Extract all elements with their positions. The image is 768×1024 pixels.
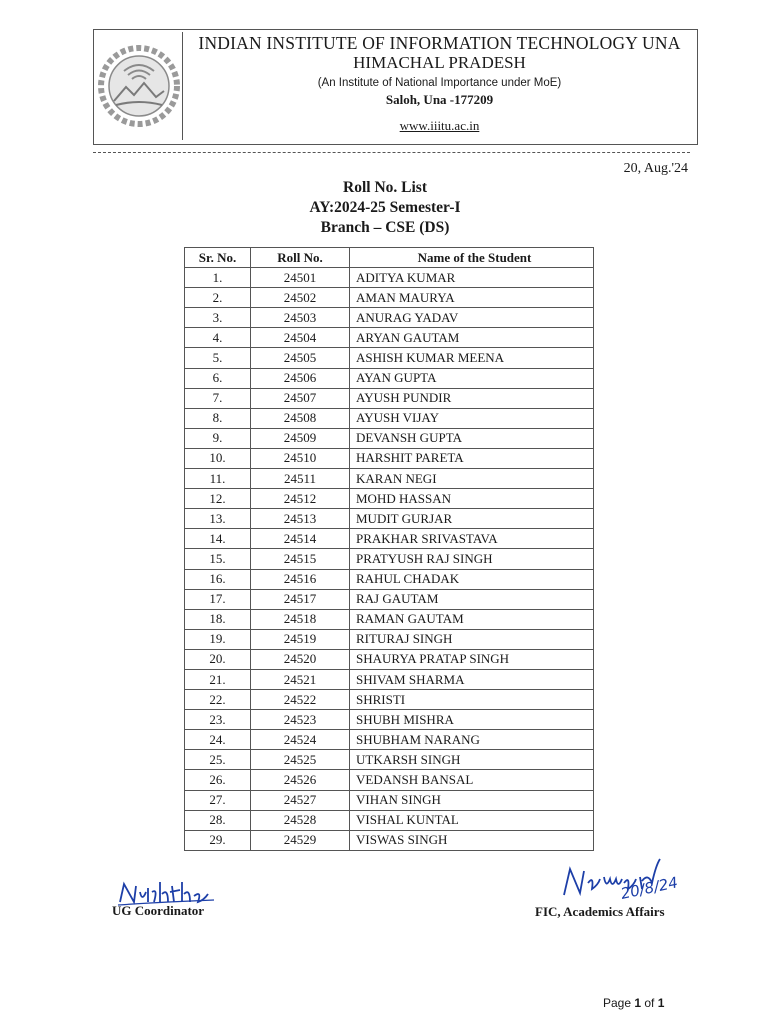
cell-student-name: VIHAN SINGH	[350, 790, 594, 810]
cell-student-name: AMAN MAURYA	[350, 288, 594, 308]
cell-sr-no: 14.	[185, 529, 251, 549]
cell-student-name: ASHISH KUMAR MEENA	[350, 348, 594, 368]
cell-student-name: SHUBHAM NARANG	[350, 730, 594, 750]
table-row	[185, 830, 594, 850]
cell-student-name: VISWAS SINGH	[350, 830, 594, 850]
cell-sr-no: 23.	[185, 710, 251, 730]
page-current: 1	[634, 996, 642, 1010]
cell-roll-no: 24508	[251, 408, 350, 428]
institute-name: INDIAN INSTITUTE OF INFORMATION TECHNOLOGY UNA	[198, 33, 681, 53]
cell-roll-no: 24519	[251, 629, 350, 649]
cell-roll-no: 24513	[251, 509, 350, 529]
header-student-name: Name of the Student	[350, 248, 594, 268]
table-row	[185, 268, 594, 288]
cell-student-name: MUDIT GURJAR	[350, 509, 594, 529]
cell-sr-no: 19.	[185, 629, 251, 649]
ug-coordinator-label: UG Coordinator	[112, 903, 205, 918]
cell-student-name: ADITYA KUMAR	[350, 268, 594, 288]
table-row	[185, 549, 594, 569]
cell-student-name: SHUBH MISHRA	[350, 710, 594, 730]
cell-sr-no: 3.	[185, 308, 251, 328]
cell-sr-no: 16.	[185, 569, 251, 589]
cell-roll-no: 24517	[251, 589, 350, 609]
cell-roll-no: 24525	[251, 750, 350, 770]
cell-roll-no: 24527	[251, 790, 350, 810]
cell-roll-no: 24523	[251, 710, 350, 730]
cell-sr-no: 4.	[185, 328, 251, 348]
cell-student-name: KARAN NEGI	[350, 469, 594, 489]
fic-academics-label: FIC, Academics Affairs	[535, 904, 665, 919]
cell-sr-no: 5.	[185, 348, 251, 368]
cell-student-name: PRATYUSH RAJ SINGH	[350, 549, 594, 569]
cell-sr-no: 25.	[185, 750, 251, 770]
institute-website-link[interactable]: www.iiitu.ac.in	[399, 118, 480, 133]
cell-sr-no: 29.	[185, 830, 251, 850]
cell-student-name: AYUSH PUNDIR	[350, 388, 594, 408]
table-row	[185, 388, 594, 408]
cell-roll-no: 24515	[251, 549, 350, 569]
cell-student-name: DEVANSH GUPTA	[350, 428, 594, 448]
table-row	[185, 428, 594, 448]
cell-student-name: ANURAG YADAV	[350, 308, 594, 328]
table-row	[185, 810, 594, 830]
header-sr-no: Sr. No.	[185, 248, 251, 268]
table-body	[185, 268, 594, 851]
table-row	[185, 489, 594, 509]
cell-student-name: RAHUL CHADAK	[350, 569, 594, 589]
institute-state: HIMACHAL PRADESH	[353, 53, 526, 72]
cell-student-name: RITURAJ SINGH	[350, 629, 594, 649]
cell-sr-no: 1.	[185, 268, 251, 288]
table-row	[185, 649, 594, 669]
institute-details	[182, 30, 697, 134]
cell-sr-no: 24.	[185, 730, 251, 750]
institute-logo	[96, 32, 183, 140]
cell-roll-no: 24512	[251, 489, 350, 509]
cell-roll-no: 24501	[251, 268, 350, 288]
cell-sr-no: 6.	[185, 368, 251, 388]
cell-sr-no: 11.	[185, 469, 251, 489]
page-prefix: Page	[603, 996, 635, 1010]
table-row	[185, 790, 594, 810]
cell-roll-no: 24506	[251, 368, 350, 388]
page-of: of	[641, 996, 658, 1010]
cell-student-name: MOHD HASSAN	[350, 489, 594, 509]
cell-student-name: UTKARSH SINGH	[350, 750, 594, 770]
cell-student-name: SHAURYA PRATAP SINGH	[350, 649, 594, 669]
table-row	[185, 609, 594, 629]
title-line-2: AY:2024-25 Semester-I	[309, 199, 461, 216]
cell-sr-no: 10.	[185, 448, 251, 468]
page-total: 1	[657, 996, 665, 1010]
cell-roll-no: 24516	[251, 569, 350, 589]
title-line-3: Branch – CSE (DS)	[320, 219, 450, 236]
institute-subtitle: (An Institute of National Importance under MoE)	[317, 77, 562, 89]
cell-student-name: HARSHIT PARETA	[350, 448, 594, 468]
cell-student-name: VISHAL KUNTAL	[350, 810, 594, 830]
fic-academics-signature	[560, 855, 690, 903]
cell-roll-no: 24528	[251, 810, 350, 830]
cell-sr-no: 26.	[185, 770, 251, 790]
table-row	[185, 348, 594, 368]
cell-roll-no: 24520	[251, 649, 350, 669]
table-row	[185, 569, 594, 589]
cell-roll-no: 24504	[251, 328, 350, 348]
cell-sr-no: 2.	[185, 288, 251, 308]
cell-roll-no: 24518	[251, 609, 350, 629]
cell-student-name: AYAN GUPTA	[350, 368, 594, 388]
cell-sr-no: 17.	[185, 589, 251, 609]
cell-student-name: AYUSH VIJAY	[350, 408, 594, 428]
cell-student-name: SHRISTI	[350, 690, 594, 710]
cell-roll-no: 24510	[251, 448, 350, 468]
table-row	[185, 710, 594, 730]
cell-sr-no: 21.	[185, 669, 251, 689]
cell-sr-no: 27.	[185, 790, 251, 810]
table-row	[185, 469, 594, 489]
cell-roll-no: 24507	[251, 388, 350, 408]
cell-roll-no: 24509	[251, 428, 350, 448]
page-number	[603, 996, 664, 1010]
letterhead	[93, 29, 698, 145]
table-row	[185, 589, 594, 609]
cell-sr-no: 9.	[185, 428, 251, 448]
right-signature-text: Naman	[560, 855, 563, 856]
table-row	[185, 368, 594, 388]
cell-sr-no: 8.	[185, 408, 251, 428]
cell-sr-no: 7.	[185, 388, 251, 408]
right-signature-date: 20/8/24	[619, 873, 680, 903]
cell-sr-no: 20.	[185, 649, 251, 669]
cell-roll-no: 24529	[251, 830, 350, 850]
document-title	[0, 178, 768, 238]
cell-sr-no: 15.	[185, 549, 251, 569]
header-roll-no: Roll No.	[251, 248, 350, 268]
table-row	[185, 770, 594, 790]
table-row	[185, 730, 594, 750]
table-row	[185, 328, 594, 348]
roll-number-table	[184, 247, 594, 851]
cell-roll-no: 24524	[251, 730, 350, 750]
cell-roll-no: 24503	[251, 308, 350, 328]
table-row	[185, 408, 594, 428]
cell-student-name: RAMAN GAUTAM	[350, 609, 594, 629]
cell-student-name: SHIVAM SHARMA	[350, 669, 594, 689]
cell-student-name: ARYAN GAUTAM	[350, 328, 594, 348]
header-divider	[93, 152, 690, 153]
table-row	[185, 690, 594, 710]
cell-roll-no: 24514	[251, 529, 350, 549]
left-signature-text: Nishtha	[112, 878, 116, 879]
table-row	[185, 629, 594, 649]
cell-roll-no: 24502	[251, 288, 350, 308]
institute-emblem-icon	[98, 41, 180, 131]
institute-address: Saloh, Una -177209	[385, 92, 494, 107]
cell-roll-no: 24505	[251, 348, 350, 368]
cell-student-name: RAJ GAUTAM	[350, 589, 594, 609]
cell-sr-no: 22.	[185, 690, 251, 710]
table-row	[185, 509, 594, 529]
cell-sr-no: 28.	[185, 810, 251, 830]
cell-student-name: VEDANSH BANSAL	[350, 770, 594, 790]
cell-roll-no: 24522	[251, 690, 350, 710]
cell-roll-no: 24521	[251, 669, 350, 689]
document-date: 20, Aug.'24	[623, 161, 688, 176]
cell-roll-no: 24511	[251, 469, 350, 489]
title-line-1: Roll No. List	[343, 179, 427, 196]
cell-student-name: PRAKHAR SRIVASTAVA	[350, 529, 594, 549]
table-header-row	[185, 248, 594, 268]
table-row	[185, 529, 594, 549]
cell-sr-no: 13.	[185, 509, 251, 529]
cell-sr-no: 18.	[185, 609, 251, 629]
cell-sr-no: 12.	[185, 489, 251, 509]
table-row	[185, 308, 594, 328]
table-row	[185, 448, 594, 468]
table-row	[185, 288, 594, 308]
table-row	[185, 669, 594, 689]
cell-roll-no: 24526	[251, 770, 350, 790]
table-row	[185, 750, 594, 770]
